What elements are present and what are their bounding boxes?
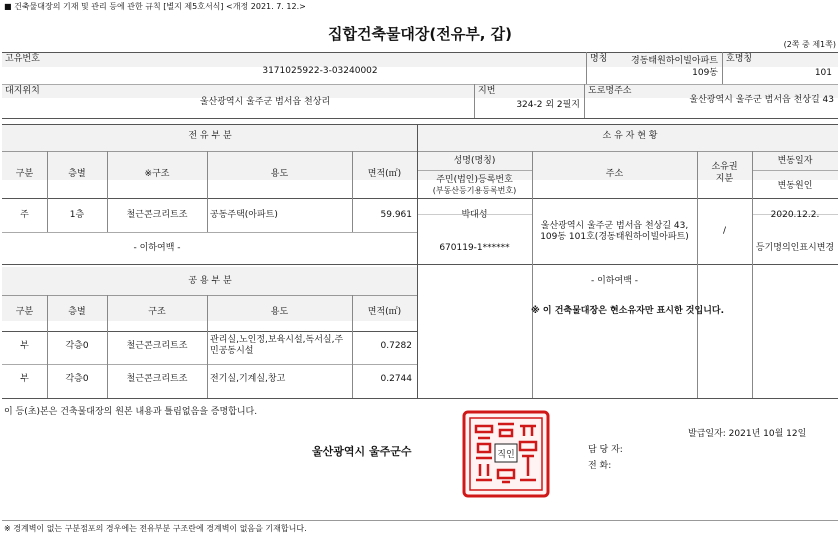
common-row-type: 부 — [20, 341, 29, 351]
excl-header-structure: ※구조 — [144, 169, 170, 179]
official-in-charge: 담 당 자: — [588, 445, 623, 455]
excl-row-structure: 철근콘크리트조 — [126, 210, 188, 220]
excl-row-use: 공동주택(아파트) — [210, 210, 278, 220]
common-row-floor: 각층0 — [65, 374, 89, 384]
site-location-value: 울산광역시 울주군 범서읍 천상리 — [199, 97, 331, 107]
owner-row-reg-no: 670119-1****** — [439, 243, 510, 253]
owner-row-change-reason: 등기명의인표시변경 — [755, 243, 835, 253]
excl-row-floor: 1층 — [69, 210, 85, 220]
excl-header-type: 구분 — [15, 169, 34, 179]
site-location-label: 대지위치 — [5, 86, 40, 96]
unit-name-label: 호명칭 — [726, 54, 753, 64]
unique-id-label: 고유번호 — [5, 54, 40, 64]
owner-row-change-date: 2020.12.2. — [770, 210, 820, 220]
excl-end-marker: - 이하여백 - — [133, 243, 181, 253]
road-address-value: 울산광역시 울주군 범서읍 천상길 43 — [689, 95, 834, 105]
common-row-area: 0.2744 — [380, 374, 412, 384]
common-row-use-2: 민공동시설 — [210, 346, 254, 356]
exclusive-section-title: 전 유 부 분 — [188, 131, 232, 141]
common-header-use: 용도 — [270, 307, 289, 317]
phone-label: 전 화: — [588, 461, 612, 471]
road-address-label: 도로명주소 — [588, 86, 632, 96]
document-title: 집합건축물대장(전유부, 갑) — [327, 25, 513, 43]
owner-end-marker: - 이하여백 - — [591, 276, 638, 286]
issue-date: 발급일자: 2021년 10월 12일 — [688, 429, 807, 439]
common-row-area: 0.7282 — [380, 341, 412, 351]
unit-name-value: 101 — [814, 68, 832, 78]
seal-mark-label: 직인 — [497, 450, 515, 460]
building-name-label: 명칭 — [590, 54, 608, 64]
common-row-use-1: 관리실,노인정,보육시설,독서실,주 — [210, 335, 344, 345]
issuer-name: 울산광역시 울주군수 — [312, 445, 412, 458]
common-row-use-1: 전기실,기계실,창고 — [210, 374, 286, 384]
common-row-structure: 철근콘크리트조 — [126, 374, 188, 384]
excl-row-type: 주 — [20, 210, 29, 220]
common-header-area: 면적(㎡) — [367, 307, 402, 317]
excl-header-area: 면적(㎡) — [367, 169, 402, 179]
owner-header-reg2: (부동산등기용등록번호) — [432, 186, 517, 195]
certification-text: 이 등(초)본은 건축물대장의 원본 내용과 틀림없음을 증명합니다. — [4, 407, 258, 417]
common-row-type: 부 — [20, 374, 29, 384]
common-header-structure: 구조 — [148, 307, 166, 317]
owner-header-address: 주소 — [605, 169, 624, 179]
excl-header-use: 용도 — [270, 169, 289, 179]
owner-row-address-1: 울산광역시 울주군 범서읍 천상길 43, — [540, 221, 689, 231]
owner-row-name: 박대성 — [461, 210, 488, 220]
owner-row-address-2: 109동 101호(경동태원하이빌아파트) — [540, 232, 689, 242]
building-dong-value: 109동 — [692, 68, 718, 78]
owner-header-name: 성명(명칭) — [453, 156, 496, 166]
owner-header-change-date: 변동일자 — [777, 156, 813, 166]
common-header-type: 구분 — [15, 307, 34, 317]
unique-id-value: 3171025922-3-03240002 — [262, 66, 378, 76]
owner-header-share2: 지분 — [715, 174, 734, 184]
page-indicator: (2쪽 중 제1쪽) — [783, 40, 836, 49]
building-name-value: 경동태원하이빌아파트 — [631, 56, 718, 66]
form-regulation-note: ■ 건축물대장의 기재 및 관리 등에 관한 규칙 [별지 제5호서식] <개정 2021. 7. 12.> — [4, 2, 306, 11]
excl-header-floor: 층별 — [68, 169, 86, 179]
owner-header-share1: 소유권 — [711, 162, 738, 172]
official-seal-stamp — [462, 410, 550, 498]
lot-number-label: 지번 — [478, 86, 496, 96]
owner-section-title: 소 유 자 현 황 — [602, 131, 658, 141]
common-row-structure: 철근콘크리트조 — [126, 341, 188, 351]
bottom-footnote: ※ 경계벽이 없는 구분점포의 경우에는 전유부분 구조란에 경계벽이 없음을 기재합니다. — [4, 524, 307, 533]
owner-header-change-reason: 변동원인 — [777, 181, 813, 191]
common-header-floor: 층별 — [68, 307, 86, 317]
owner-note: ※ 이 건축물대장은 현소유자만 표시한 것입니다. — [530, 306, 725, 316]
common-section-title: 공 용 부 분 — [188, 276, 232, 286]
owner-row-share: / — [722, 226, 727, 236]
excl-row-area: 59.961 — [380, 210, 412, 220]
common-row-floor: 각층0 — [65, 341, 89, 351]
owner-header-reg1: 주민(법인)등록번호 — [436, 175, 513, 185]
lot-number-value: 324-2 외 2필지 — [516, 100, 580, 110]
